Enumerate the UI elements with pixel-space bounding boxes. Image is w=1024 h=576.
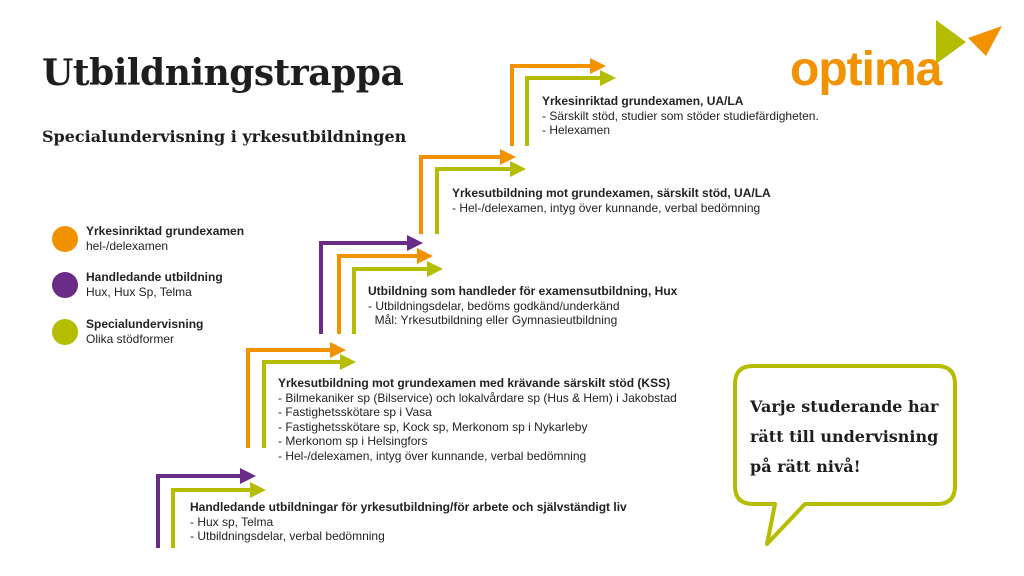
step-line: - Utbildningsdelar, verbal bedömning (190, 529, 385, 543)
legend-title: Yrkesinriktad grundexamen (86, 224, 245, 238)
step-heading: Yrkesutbildning mot grundexamen med krävande särskilt stöd (KSS) (278, 376, 671, 390)
step-line: - Hux sp, Telma (190, 514, 274, 529)
step-1 (190, 500, 627, 544)
step-heading: Yrkesutbildning mot grundexamen, särskilt stöd, UA/LA (452, 186, 771, 200)
legend-sub: hel-/delexamen (86, 239, 169, 253)
step-heading: Handledande utbildningar för yrkesutbildning/för arbete och självständigt liv (190, 500, 627, 514)
step-line: - Fastighetsskötare sp, Kock sp, Merkonom sp i Nykarleby (278, 419, 588, 434)
page-title: Utbildningstrappa (42, 52, 404, 94)
step-line: - Utbildningsdelar, bedöms godkänd/underkänd (368, 298, 620, 313)
step-2 (278, 376, 677, 463)
step-line: - Hel-/delexamen, intyg över kunnande, verbal bedömning (278, 448, 587, 463)
step-3 (368, 284, 677, 328)
callout-text: Varje studerande har rätt till undervisning på rätt nivå! (750, 397, 939, 476)
step-line: - Helexamen (542, 123, 611, 137)
step-line: - Särskilt stöd, studier som stöder studiefärdigheten. (542, 108, 819, 123)
step-5 (542, 94, 819, 138)
logo-text: optima (790, 43, 942, 96)
step-line: - Merkonom sp i Helsingfors (278, 434, 428, 448)
page-subtitle: Specialundervisning i yrkesutbildningen (42, 127, 407, 146)
step-line: - Hel-/delexamen, intyg över kunnande, verbal bedömning (452, 200, 761, 215)
step-line: - Bilmekaniker sp (Bilservice) och lokalvårdare sp (Hus & Hem) i Jakobstad (278, 390, 677, 405)
step-heading: Yrkesinriktad grundexamen, UA/LA (542, 94, 744, 108)
legend-sub: Olika stödformer (86, 332, 175, 346)
step-line: - Fastighetsskötare sp i Vasa (278, 405, 432, 419)
legend-title: Handledande utbildning (86, 270, 223, 284)
legend-title: Specialundervisning (86, 317, 204, 331)
legend-sub: Hux, Hux Sp, Telma (86, 285, 192, 299)
step-line: Mål: Yrkesutbildning eller Gymnasieutbildning (368, 313, 618, 327)
step-heading: Utbildning som handleder för examensutbildning, Hux (368, 284, 678, 298)
step-4 (452, 186, 771, 215)
